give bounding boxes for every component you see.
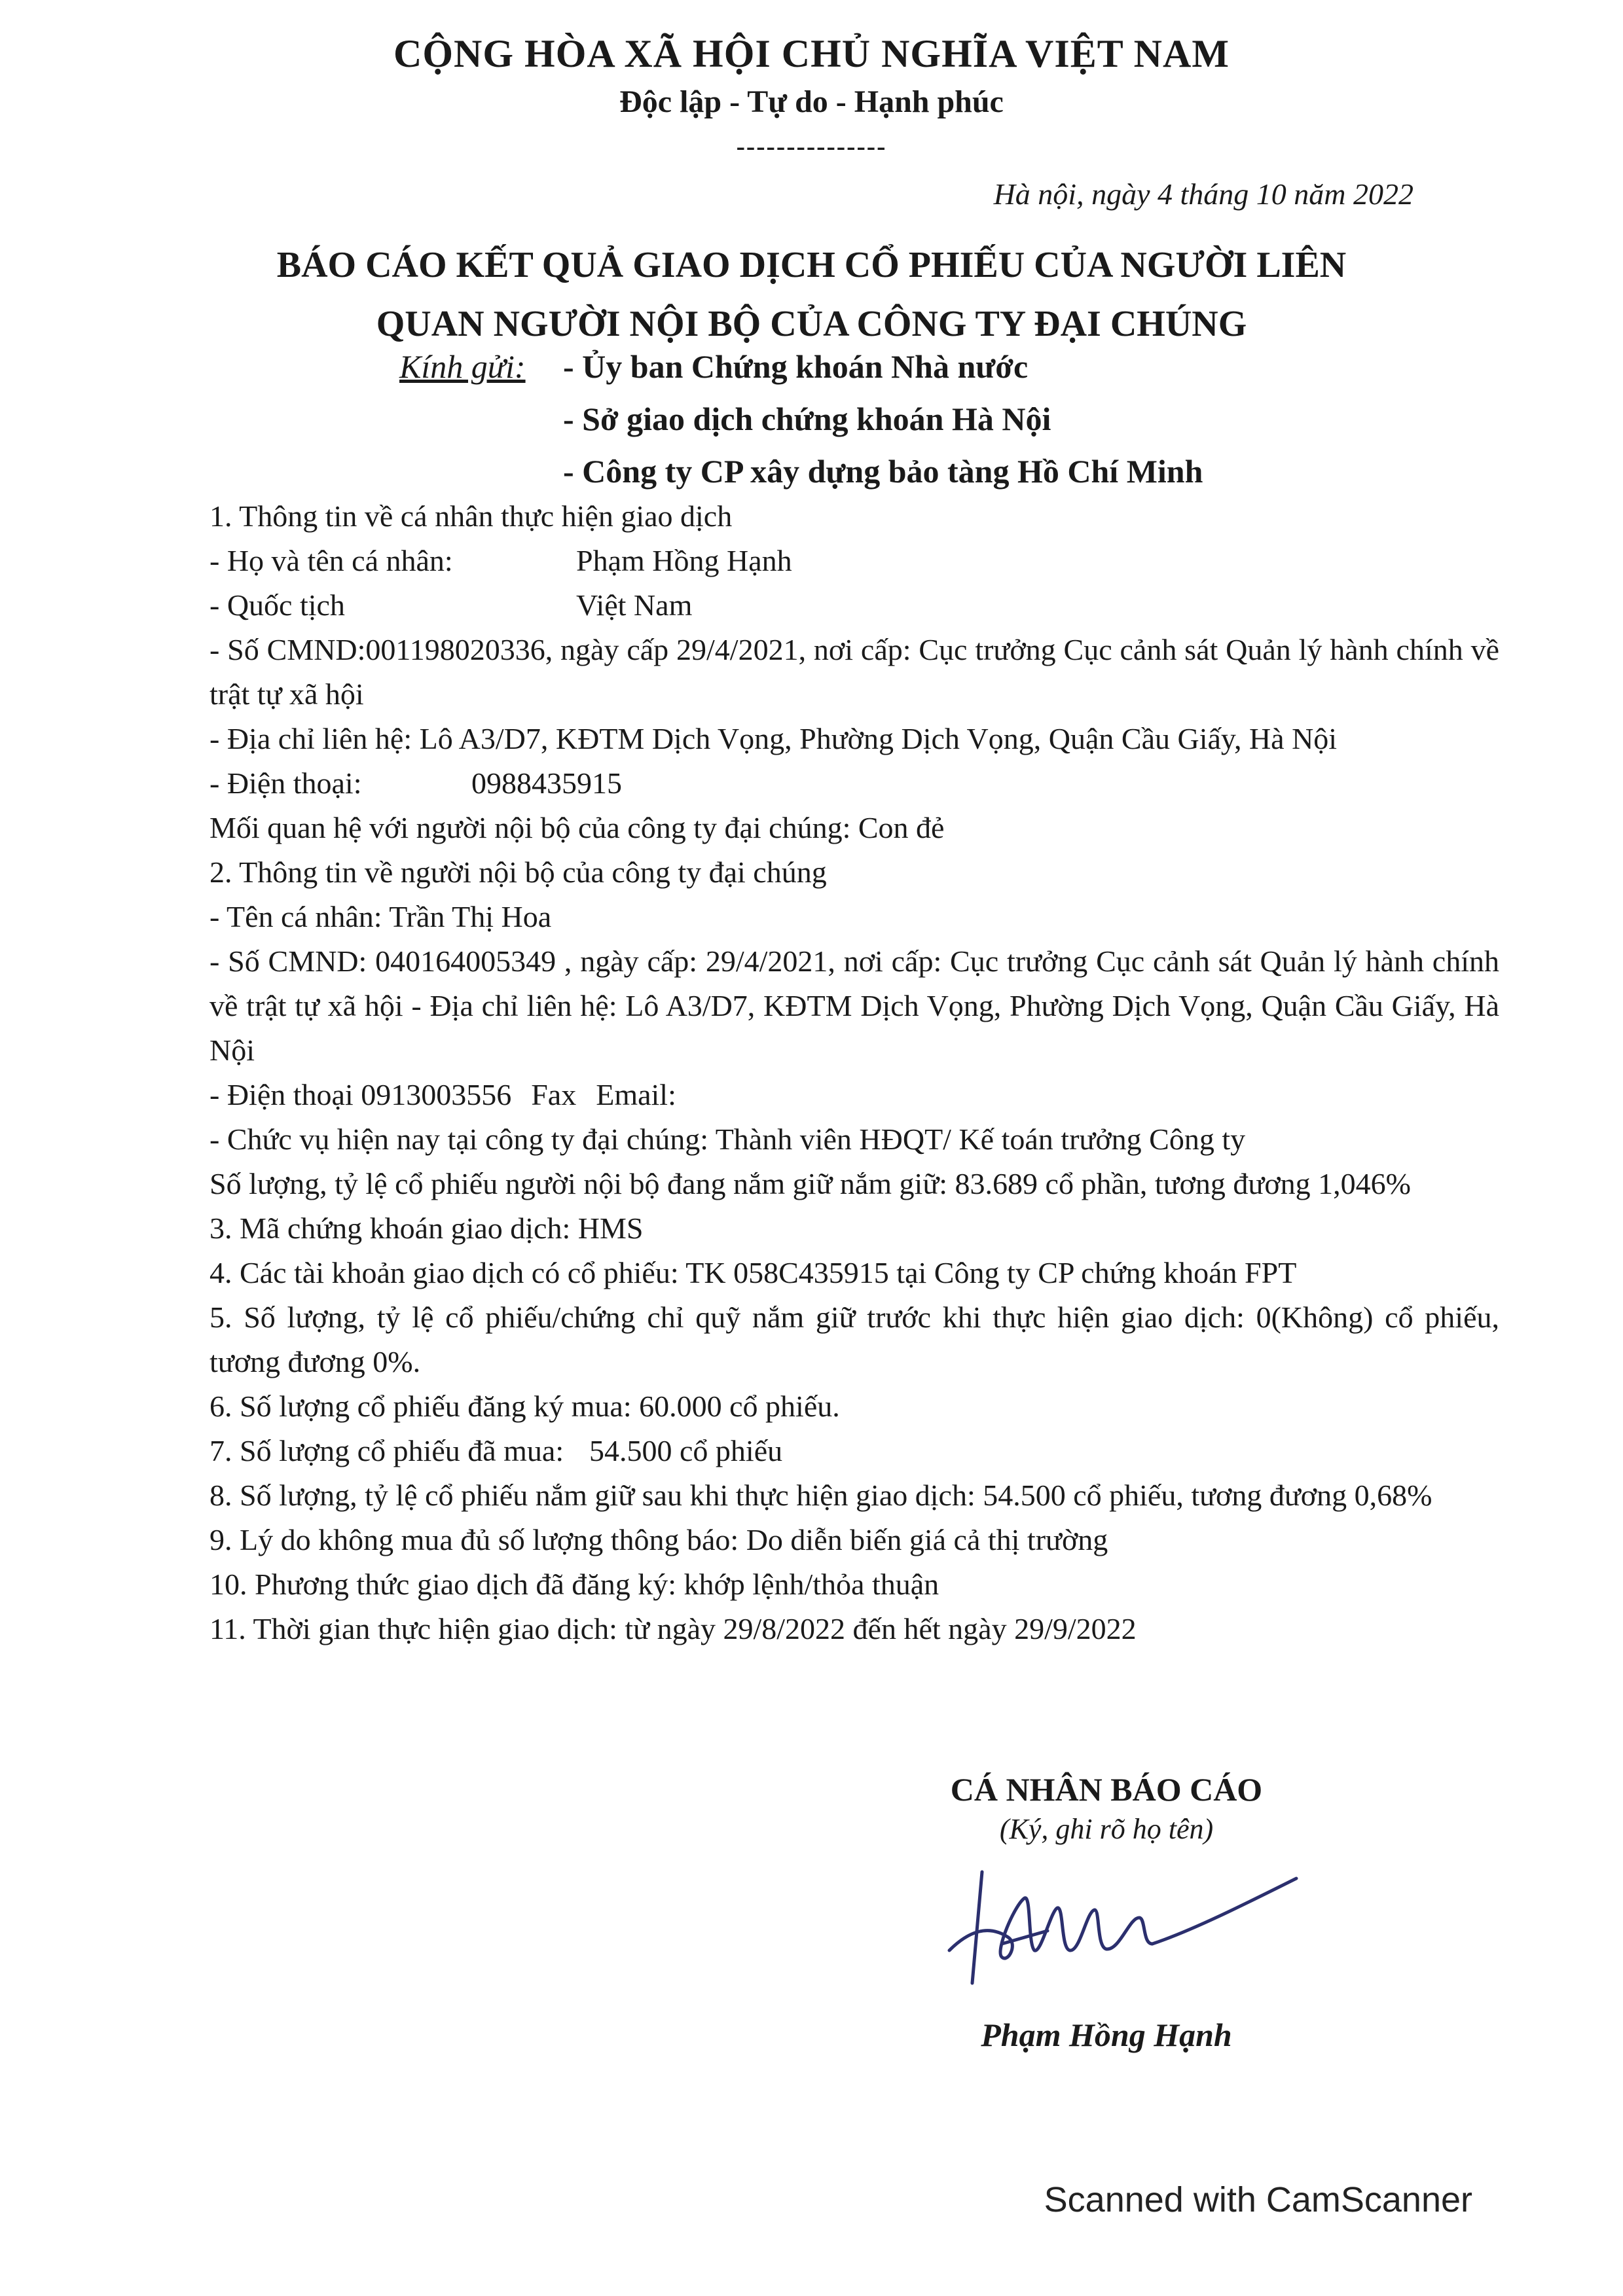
motto: Độc lập - Tự do - Hạnh phúc bbox=[619, 84, 1004, 119]
fax-label: Fax bbox=[531, 1078, 577, 1111]
signature-heading: CÁ NHÂN BÁO CÁO bbox=[950, 1771, 1263, 1808]
phone-row bbox=[210, 761, 1499, 806]
section-11: 11. Thời gian thực hiện giao dịch: từ ngày 29/8/2022 đến hết ngày 29/9/2022 bbox=[210, 1612, 1137, 1645]
insider-name: - Tên cá nhân: Trần Thị Hoa bbox=[210, 900, 552, 933]
handwritten-signature bbox=[903, 1852, 1309, 1990]
section-7-label: 7. Số lượng cổ phiếu đã mua: bbox=[210, 1434, 564, 1467]
section-1-heading: 1. Thông tin về cá nhân thực hiện giao dịch bbox=[210, 499, 733, 533]
section-6: 6. Số lượng cổ phiếu đăng ký mua: 60.000 cổ phiếu. bbox=[210, 1390, 840, 1423]
report-body bbox=[210, 494, 1499, 1651]
nationality-label: - Quốc tịch bbox=[210, 588, 345, 622]
recipient-item: - Ủy ban Chứng khoán Nhà nước bbox=[563, 348, 1029, 385]
insider-id-line: - Số CMND: 040164005349 , ngày cấp: 29/4/2021, nơi cấp: Cục trưởng Cục cảnh sát Quản lý hành chính về trật tự xã hội - Địa chỉ liên hệ: Lô A3/D7, KĐTM Dịch Vọng, Phường Dịch Vọng, Quận Cầu Giấy, Hà Nội bbox=[210, 944, 1499, 1067]
nation-heading: CỘNG HÒA XÃ HỘI CHỦ NGHĨA VIỆT NAM bbox=[393, 32, 1230, 75]
nationality-value: Việt Nam bbox=[576, 588, 693, 622]
holding-line: Số lượng, tỷ lệ cổ phiếu người nội bộ đang nắm giữ nắm giữ: 83.689 cổ phần, tương đương 1,046% bbox=[210, 1167, 1411, 1200]
section-8: 8. Số lượng, tỷ lệ cổ phiếu nắm giữ sau khi thực hiện giao dịch: 54.500 cổ phiếu, tương đương 0,68% bbox=[210, 1479, 1432, 1512]
title-line-1: BÁO CÁO KẾT QUẢ GIAO DỊCH CỔ PHIẾU CỦA NGƯỜI LIÊN bbox=[276, 245, 1347, 285]
id-card-line: - Số CMND:001198020336, ngày cấp 29/4/2021, nơi cấp: Cục trưởng Cục cảnh sát Quản lý hành chính về trật tự xã hội bbox=[210, 633, 1499, 711]
signer-name: Phạm Hồng Hạnh bbox=[981, 2017, 1232, 2053]
section-3: 3. Mã chứng khoán giao dịch: HMS bbox=[210, 1211, 644, 1245]
phone-value: 0988435915 bbox=[471, 766, 622, 800]
section-5: 5. Số lượng, tỷ lệ cổ phiếu/chứng chỉ quỹ nắm giữ trước khi thực hiện giao dịch: 0(Không) cổ phiếu, tương đương 0%. bbox=[210, 1300, 1499, 1378]
section-2-heading: 2. Thông tin về người nội bộ của công ty đại chúng bbox=[210, 855, 827, 889]
reporter-name-row bbox=[210, 539, 1499, 583]
signature-block bbox=[871, 1770, 1342, 2054]
phone-label: - Điện thoại: bbox=[210, 766, 362, 800]
recipients-block bbox=[399, 340, 1203, 497]
section-9: 9. Lý do không mua đủ số lượng thông báo: Do diễn biến giá cả thị trường bbox=[210, 1523, 1108, 1556]
scanner-watermark: Scanned with CamScanner bbox=[1044, 2180, 1472, 2219]
position-line: - Chức vụ hiện nay tại công ty đại chúng: Thành viên HĐQT/ Kế toán trưởng Công ty bbox=[210, 1122, 1246, 1156]
title-line-2: QUAN NGƯỜI NỘI BỘ CỦA CÔNG TY ĐẠI CHÚNG bbox=[376, 304, 1247, 344]
signature-note: (Ký, ghi rõ họ tên) bbox=[999, 1813, 1214, 1845]
name-value: Phạm Hồng Hạnh bbox=[576, 544, 792, 577]
name-label: - Họ và tên cá nhân: bbox=[210, 544, 453, 577]
document-title bbox=[0, 236, 1623, 353]
insider-contact-row bbox=[210, 1073, 1499, 1117]
section-4: 4. Các tài khoản giao dịch có cổ phiếu: TK 058C435915 tại Công ty CP chứng khoán FPT bbox=[210, 1256, 1297, 1289]
nationality-row bbox=[210, 583, 1499, 628]
section-10: 10. Phương thức giao dịch đã đăng ký: khớp lệnh/thỏa thuận bbox=[210, 1568, 939, 1601]
recipient-item: - Sở giao dịch chứng khoán Hà Nội bbox=[563, 401, 1051, 437]
recipient-item: - Công ty CP xây dựng bảo tàng Hồ Chí Minh bbox=[563, 453, 1203, 490]
address-line: - Địa chỉ liên hệ: Lô A3/D7, KĐTM Dịch Vọng, Phường Dịch Vọng, Quận Cầu Giấy, Hà Nội bbox=[210, 722, 1338, 755]
email-label: Email: bbox=[596, 1078, 676, 1111]
document-date: Hà nội, ngày 4 tháng 10 năm 2022 bbox=[993, 177, 1413, 211]
section-7-value: 54.500 cổ phiếu bbox=[589, 1434, 783, 1467]
header-rule: --------------- bbox=[736, 132, 887, 161]
section-7-row bbox=[210, 1429, 1499, 1473]
relation-line: Mối quan hệ với người nội bộ của công ty đại chúng: Con đẻ bbox=[210, 811, 945, 844]
recipients-label: Kính gửi: bbox=[399, 348, 526, 385]
insider-phone: - Điện thoại 0913003556 bbox=[210, 1078, 512, 1111]
